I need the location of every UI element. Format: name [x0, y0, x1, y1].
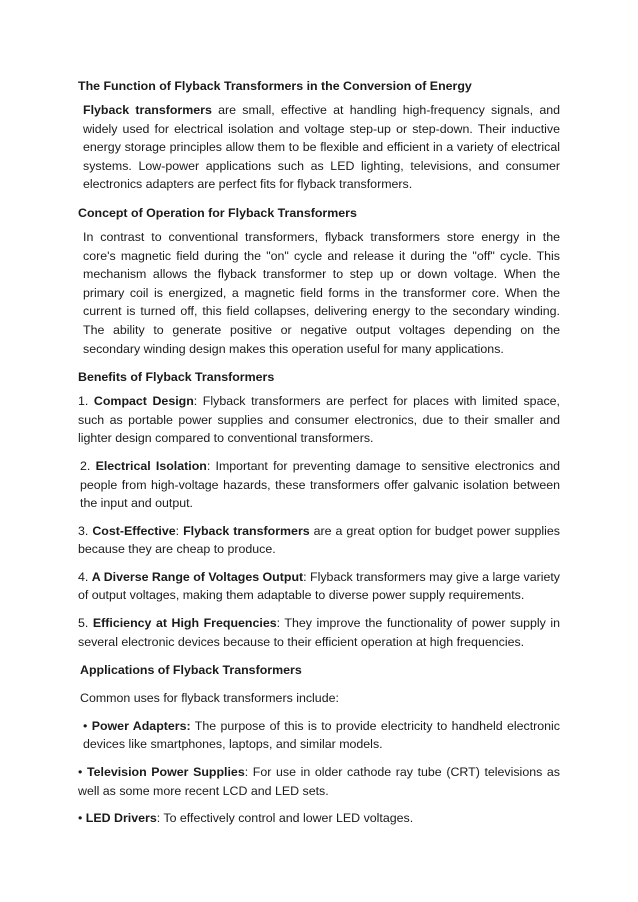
bullet-icon: •: [78, 765, 87, 780]
benefits-heading: Benefits of Flyback Transformers: [78, 370, 275, 385]
application-item-3: [78, 809, 560, 828]
benefit-text: : Flyback transformers may give a large variety of output voltages, making them adaptable to diverse power supply requirements.: [78, 569, 561, 603]
applications-intro: Common uses for flyback transformers include:: [80, 691, 339, 706]
benefit-number: 2.: [80, 458, 96, 473]
benefit-item-4: [78, 568, 560, 605]
benefit-title: Compact Design: [93, 394, 194, 409]
benefit-text: : They improve the functionality of power supply in several electronic devices because to their efficient operation at high frequencies.: [78, 616, 561, 649]
intro-lead: Flyback transformers: [83, 103, 212, 117]
applications-heading: Applications of Flyback Transformers: [80, 663, 302, 678]
intro-text: are small, effective at handling high-frequency signals, and widely used for electrical isolation and voltage step-up or step-down. Their inductive energy storage principles allow them to be flexible and efficient in a variety of electrical systems. Low-power applications such as LED lighting, televisions, and consumer electronics adapters are perfect fits for flyback transformers.: [83, 103, 560, 192]
benefit-number: 1.: [78, 394, 94, 409]
application-title: Television Power Supplies: [86, 765, 245, 780]
application-title: Power Adapters:: [91, 718, 191, 733]
application-text: : For use in older cathode ray tube (CRT) televisions as well as some more recent LCD and LED sets.: [78, 765, 561, 798]
concept-paragraph: In contrast to conventional transformers, flyback transformers store energy in the core's magnetic field during the "on" cycle and release it during the "off" cycle. This mechanism allows the flyback transformer to step up or down voltage. When the primary coil is energized, a magnetic field forms in the transformer core. When the current is turned off, this field collapses, delivering energy to the secondary winding. The ability to generate positive or negative output voltages depending on the secondary winding design makes this operation useful for many applications.: [83, 229, 560, 356]
application-item-1: [78, 717, 560, 754]
document-title: The Function of Flyback Transformers in the Conversion of Energy: [78, 79, 472, 93]
benefit-text: : Flyback transformers are perfect for places with limited space, such as portable power supplies and consumer electronics, due to their smaller and lighter design compared to conventional transformers.: [78, 394, 560, 446]
benefit-text: : Important for preventing damage to sensitive electronics and people from high-voltage hazards, these transformers offer galvanic isolation between the input and output.: [80, 458, 560, 511]
concept-heading: Concept of Operation for Flyback Transformers: [78, 205, 357, 220]
benefit-item-3: [78, 522, 560, 559]
benefit-title: Cost-Effective: [92, 523, 176, 538]
bullet-icon: •: [83, 718, 92, 733]
benefit-text: are a great option for budget power supplies because they are cheap to produce.: [78, 523, 560, 557]
benefit-title: A Diverse Range of Voltages Output: [91, 569, 304, 584]
benefit-separator: :: [175, 523, 184, 538]
benefit-title: Efficiency at High Frequencies: [92, 616, 277, 631]
benefit-item-1: [78, 392, 560, 448]
benefit-item-5: [78, 614, 560, 651]
benefit-title: Electrical Isolation: [95, 458, 207, 473]
application-title: LED Drivers: [85, 811, 157, 826]
intro-paragraph: [78, 101, 560, 194]
application-text: : To effectively control and lower LED voltages.: [156, 811, 414, 826]
application-item-2: [78, 763, 560, 800]
benefit-subject: Flyback transformers: [183, 523, 310, 538]
benefit-number: 4.: [78, 569, 92, 584]
benefit-number: 3.: [78, 523, 93, 538]
bullet-icon: •: [78, 811, 86, 826]
benefit-number: 5.: [78, 616, 93, 631]
application-text: The purpose of this is to provide electricity to handheld electronic devices like smartphones, laptops, and similar models.: [83, 718, 560, 752]
benefit-item-2: [78, 457, 560, 513]
